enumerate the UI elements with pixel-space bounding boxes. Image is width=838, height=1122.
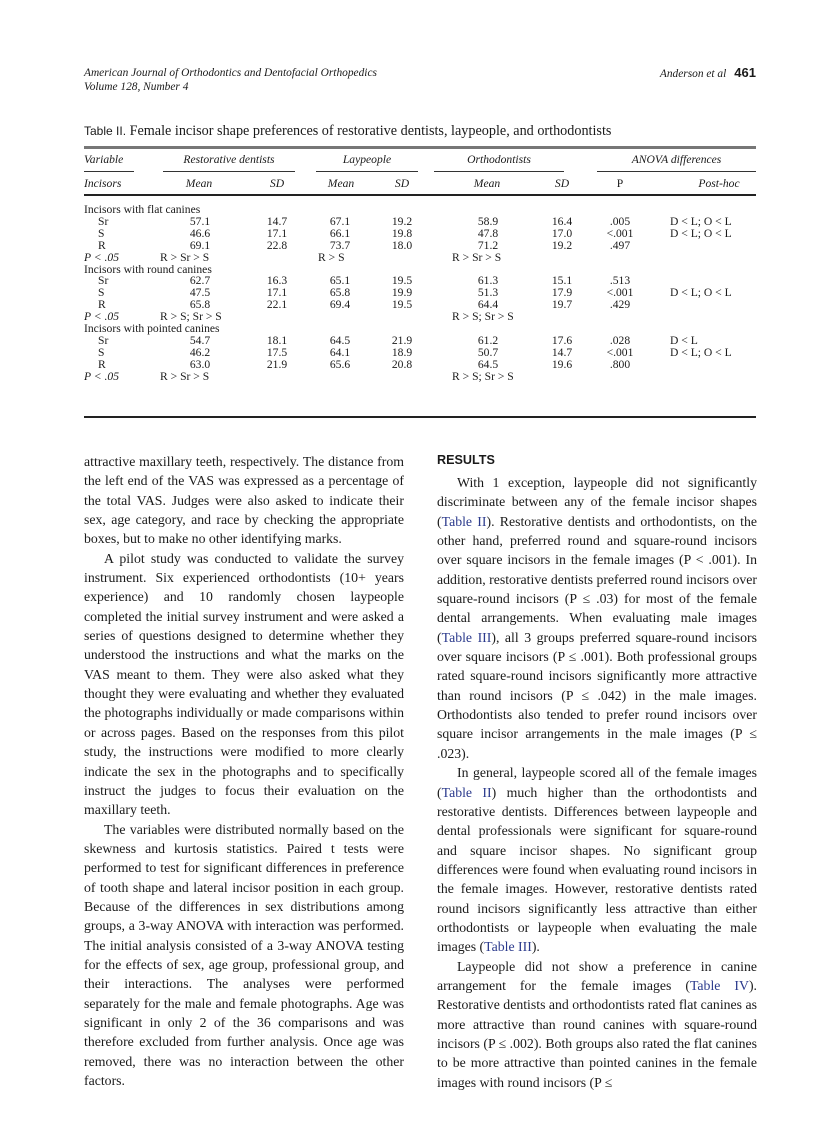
header-laypeople: Laypeople — [342, 153, 392, 166]
subheader-rd-mean: Mean — [185, 177, 213, 190]
cell-posthoc: D < L — [670, 333, 698, 347]
subheader-or-mean: Mean — [473, 177, 501, 190]
cell-lp-mean: 66.1 — [329, 226, 351, 240]
cell-or-mean: 71.2 — [477, 238, 499, 252]
subheader-lp-sd: SD — [394, 177, 410, 190]
page-number: 461 — [734, 65, 756, 80]
significance-lp: R > S — [318, 250, 345, 264]
table-bottom-rule — [84, 416, 756, 418]
cell-posthoc: D < L; O < L — [670, 286, 732, 300]
cell-rd-sd: 17.5 — [266, 345, 288, 359]
cell-or-sd: 19.2 — [551, 238, 573, 252]
header-variable: Variable — [84, 153, 124, 166]
cell-or-mean: 61.3 — [477, 274, 499, 288]
significance-rd: R > Sr > S — [160, 369, 210, 383]
cell-rd-mean: 54.7 — [189, 333, 211, 347]
table-label: Table II. — [84, 124, 127, 138]
cell-rd-sd: 16.3 — [266, 274, 288, 288]
cell-or-sd: 19.7 — [551, 298, 573, 312]
incisor-label: R — [98, 298, 106, 312]
cell-lp-sd: 19.2 — [391, 214, 413, 228]
text: Laypeople did not show a preference in canine arrangement for the female images ( — [437, 958, 757, 993]
cell-lp-sd: 19.5 — [391, 274, 413, 288]
cell-p: <.001 — [606, 226, 634, 240]
cell-lp-mean: 67.1 — [329, 214, 351, 228]
paragraph — [437, 763, 757, 956]
incisor-label: Sr — [98, 274, 109, 288]
significance-or: R > S; Sr > S — [452, 369, 514, 383]
cell-rd-sd: 21.9 — [266, 357, 288, 371]
cell-or-sd: 17.6 — [551, 333, 573, 347]
cell-or-sd: 14.7 — [551, 345, 573, 359]
incisor-label: Sr — [98, 333, 109, 347]
header-subrule — [434, 171, 564, 172]
cell-rd-sd: 22.1 — [266, 298, 288, 312]
incisor-label: S — [98, 286, 105, 300]
cell-lp-mean: 65.6 — [329, 357, 351, 371]
cell-rd-mean: 47.5 — [189, 286, 211, 300]
table-caption — [84, 123, 611, 140]
cell-or-mean: 51.3 — [477, 286, 499, 300]
text: ). Restorative dentists and orthodontists, on the other hand, preferred round and square-round incisors over square incisors in the female images (P < .001). In addition, restorative dentists preferred round incisors over square-round incisors (P ≤ .03) for most of the female dental arrangements. When evaluating male images ( — [437, 513, 757, 645]
cell-or-mean: 58.9 — [477, 214, 499, 228]
incisor-label: R — [98, 357, 106, 371]
journal-title: American Journal of Orthodontics and Dentofacial Orthopedics — [84, 67, 377, 79]
body-column-left — [84, 452, 404, 1090]
cell-or-sd: 15.1 — [551, 274, 573, 288]
cell-posthoc: D < L; O < L — [670, 345, 732, 359]
table-title: Female incisor shape preferences of restorative dentists, laypeople, and orthodontists — [129, 123, 612, 139]
cell-rd-mean: 62.7 — [189, 274, 211, 288]
significance-label: P < .05 — [84, 310, 119, 324]
subheader-posthoc: Post-hoc — [698, 177, 740, 190]
table-header-rule — [84, 194, 756, 196]
cell-p: .497 — [609, 238, 631, 252]
subheader-lp-mean: Mean — [327, 177, 355, 190]
cell-rd-mean: 69.1 — [189, 238, 211, 252]
incisor-label: R — [98, 238, 106, 252]
cell-lp-sd: 19.5 — [391, 298, 413, 312]
paragraph: attractive maxillary teeth, respectively. The distance from the left end of the VAS was expressed as a percentage of the total VAS. Judges were also asked to indicate their sex, age category, and race by checking the appropriate boxes, but to make no other identifying marks. — [84, 454, 404, 547]
table-iii-link[interactable]: Table III — [441, 629, 492, 645]
header-subrule — [597, 171, 756, 172]
subheader-p: P — [616, 177, 624, 190]
cell-p: .429 — [609, 298, 631, 312]
cell-lp-mean: 73.7 — [329, 238, 351, 252]
cell-rd-sd: 17.1 — [266, 286, 288, 300]
cell-p: .513 — [609, 274, 631, 288]
cell-rd-sd: 18.1 — [266, 333, 288, 347]
text: With 1 exception, laypeople did not significantly discriminate between any of the female incisor shapes ( — [437, 475, 757, 529]
subheader-incisors: Incisors — [84, 177, 122, 190]
paragraph — [437, 957, 757, 1092]
cell-p: <.001 — [606, 345, 634, 359]
significance-label: P < .05 — [84, 369, 119, 383]
significance-label: P < .05 — [84, 250, 119, 264]
cell-lp-sd: 21.9 — [391, 333, 413, 347]
significance-rd: R > Sr > S — [160, 250, 210, 264]
cell-rd-sd: 17.1 — [266, 226, 288, 240]
cell-lp-mean: 69.4 — [329, 298, 351, 312]
header-subrule — [163, 171, 295, 172]
header-subrule — [316, 171, 418, 172]
header-subrule — [84, 171, 134, 172]
cell-rd-mean: 63.0 — [189, 357, 211, 371]
cell-rd-mean: 57.1 — [189, 214, 211, 228]
table-ii-link[interactable]: Table II — [441, 784, 492, 800]
significance-rd: R > S; Sr > S — [160, 310, 222, 324]
cell-or-mean: 47.8 — [477, 226, 499, 240]
cell-lp-mean: 64.5 — [329, 333, 351, 347]
paragraph: The variables were distributed normally based on the skewness and kurtosis statistics. Paired t tests were performed to test for significant differences in preference of tooth shape and lateral incisor position in each group. Because of the differences in sex distributions among groups, a 3-way ANOVA with interaction was performed. The initial analysis consisted of a 3-way ANOVA testing for the effects of sex, age group, professional group, and their interactions. The analyses were performed separately for the male and female photographs. Age was significant in only 2 of the 36 comparisons and was therefore excluded from further analysis. Once age was removed, there was no interaction between the other factors. — [84, 821, 404, 1088]
cell-or-mean: 64.5 — [477, 357, 499, 371]
paragraph — [437, 473, 757, 763]
header-anova: ANOVA differences — [631, 153, 722, 166]
text: ) much higher than the orthodontists and restorative dentists. Differences between laypeople and dental professionals were significant for square-round and square incisor shapes. No significant group differences were found when evaluating round incisors in the female images. However, restorative dentists rated round incisors significantly less attractive than either orthodontists or laypeople when evaluating the male images ( — [437, 784, 757, 955]
cell-or-sd: 19.6 — [551, 357, 573, 371]
header-orthodontists: Orthodontists — [467, 153, 531, 166]
cell-lp-sd: 18.0 — [391, 238, 413, 252]
section-title: Incisors with flat canines — [84, 203, 201, 216]
section-heading-results: RESULTS — [437, 453, 495, 467]
cell-lp-mean: 65.8 — [329, 286, 351, 300]
cell-lp-sd: 18.9 — [391, 345, 413, 359]
table-ii-link[interactable]: Table II — [441, 513, 487, 529]
cell-lp-sd: 19.8 — [391, 226, 413, 240]
cell-posthoc: D < L; O < L — [670, 214, 732, 228]
subheader-or-sd: SD — [554, 177, 570, 190]
incisor-label: S — [98, 226, 105, 240]
text: ), all 3 groups preferred square-round incisors over square incisors (P ≤ .001). Both professional groups rated square-round incisors significantly more attractive than round incisors (P ≤ .042) in the male images. Orthodontists also tended to prefer round incisors over square incisor arrangements in the male images (P ≤ .023). — [437, 629, 757, 761]
incisor-label: S — [98, 345, 105, 359]
cell-rd-mean: 46.2 — [189, 345, 211, 359]
cell-p: .800 — [609, 357, 631, 371]
table-iii-link[interactable]: Table III — [484, 939, 532, 955]
cell-rd-sd: 22.8 — [266, 238, 288, 252]
significance-or: R > S; Sr > S — [452, 310, 514, 324]
cell-lp-mean: 64.1 — [329, 345, 351, 359]
cell-p: .005 — [609, 214, 631, 228]
cell-lp-sd: 20.8 — [391, 357, 413, 371]
cell-or-mean: 61.2 — [477, 333, 499, 347]
journal-volume: Volume 128, Number 4 — [84, 81, 189, 93]
table-top-rule — [84, 146, 756, 149]
significance-or: R > Sr > S — [452, 250, 502, 264]
incisor-label: Sr — [98, 214, 109, 228]
cell-rd-mean: 46.6 — [189, 226, 211, 240]
cell-or-sd: 16.4 — [551, 214, 573, 228]
text: ). — [531, 939, 540, 955]
cell-rd-mean: 65.8 — [189, 298, 211, 312]
cell-p: <.001 — [606, 286, 634, 300]
cell-p: .028 — [609, 333, 631, 347]
cell-lp-sd: 19.9 — [391, 286, 413, 300]
cell-or-sd: 17.9 — [551, 286, 573, 300]
cell-or-mean: 50.7 — [477, 345, 499, 359]
text: ). Restorative dentists and orthodontists rated flat canines as more attractive than round canines with square-round incisors (P ≤ .002). Both groups also rated the flat canines to be more attractive than pointed canines in the female images with round incisors (P ≤ — [437, 977, 757, 1090]
section-title: Incisors with round canines — [84, 262, 212, 276]
body-column-right — [437, 452, 757, 1092]
section-title: Incisors with pointed canines — [84, 322, 220, 335]
text: In general, laypeople scored all of the female images ( — [437, 765, 757, 800]
table-iv-link[interactable]: Table IV — [689, 977, 749, 993]
header-restorative-dentists: Restorative dentists — [183, 153, 275, 166]
paragraph: A pilot study was conducted to validate the survey instrument. Six experienced orthodontists (10+ years experience) and 10 randomly chosen laypeople completed the initial survey instrument and were asked a series of questions designed to determine whether they understood the instructions and what the marks on the VAS meant to them. They were also asked what they thought they were evaluating and whether they evaluated the photographs individually or made comparisons within or across pages. Based on the responses from this pilot study, the instructions were modified to more clearly indicate the sex in the photographs and to specifically instruct the judges to focus their evaluation on the maxillary teeth. — [84, 550, 404, 818]
cell-posthoc: D < L; O < L — [670, 226, 732, 240]
running-authors: Anderson et al — [659, 68, 727, 80]
cell-or-mean: 64.4 — [477, 298, 499, 312]
subheader-rd-sd: SD — [269, 177, 285, 190]
cell-rd-sd: 14.7 — [266, 214, 288, 228]
cell-or-sd: 17.0 — [551, 226, 573, 240]
cell-lp-mean: 65.1 — [329, 274, 351, 288]
